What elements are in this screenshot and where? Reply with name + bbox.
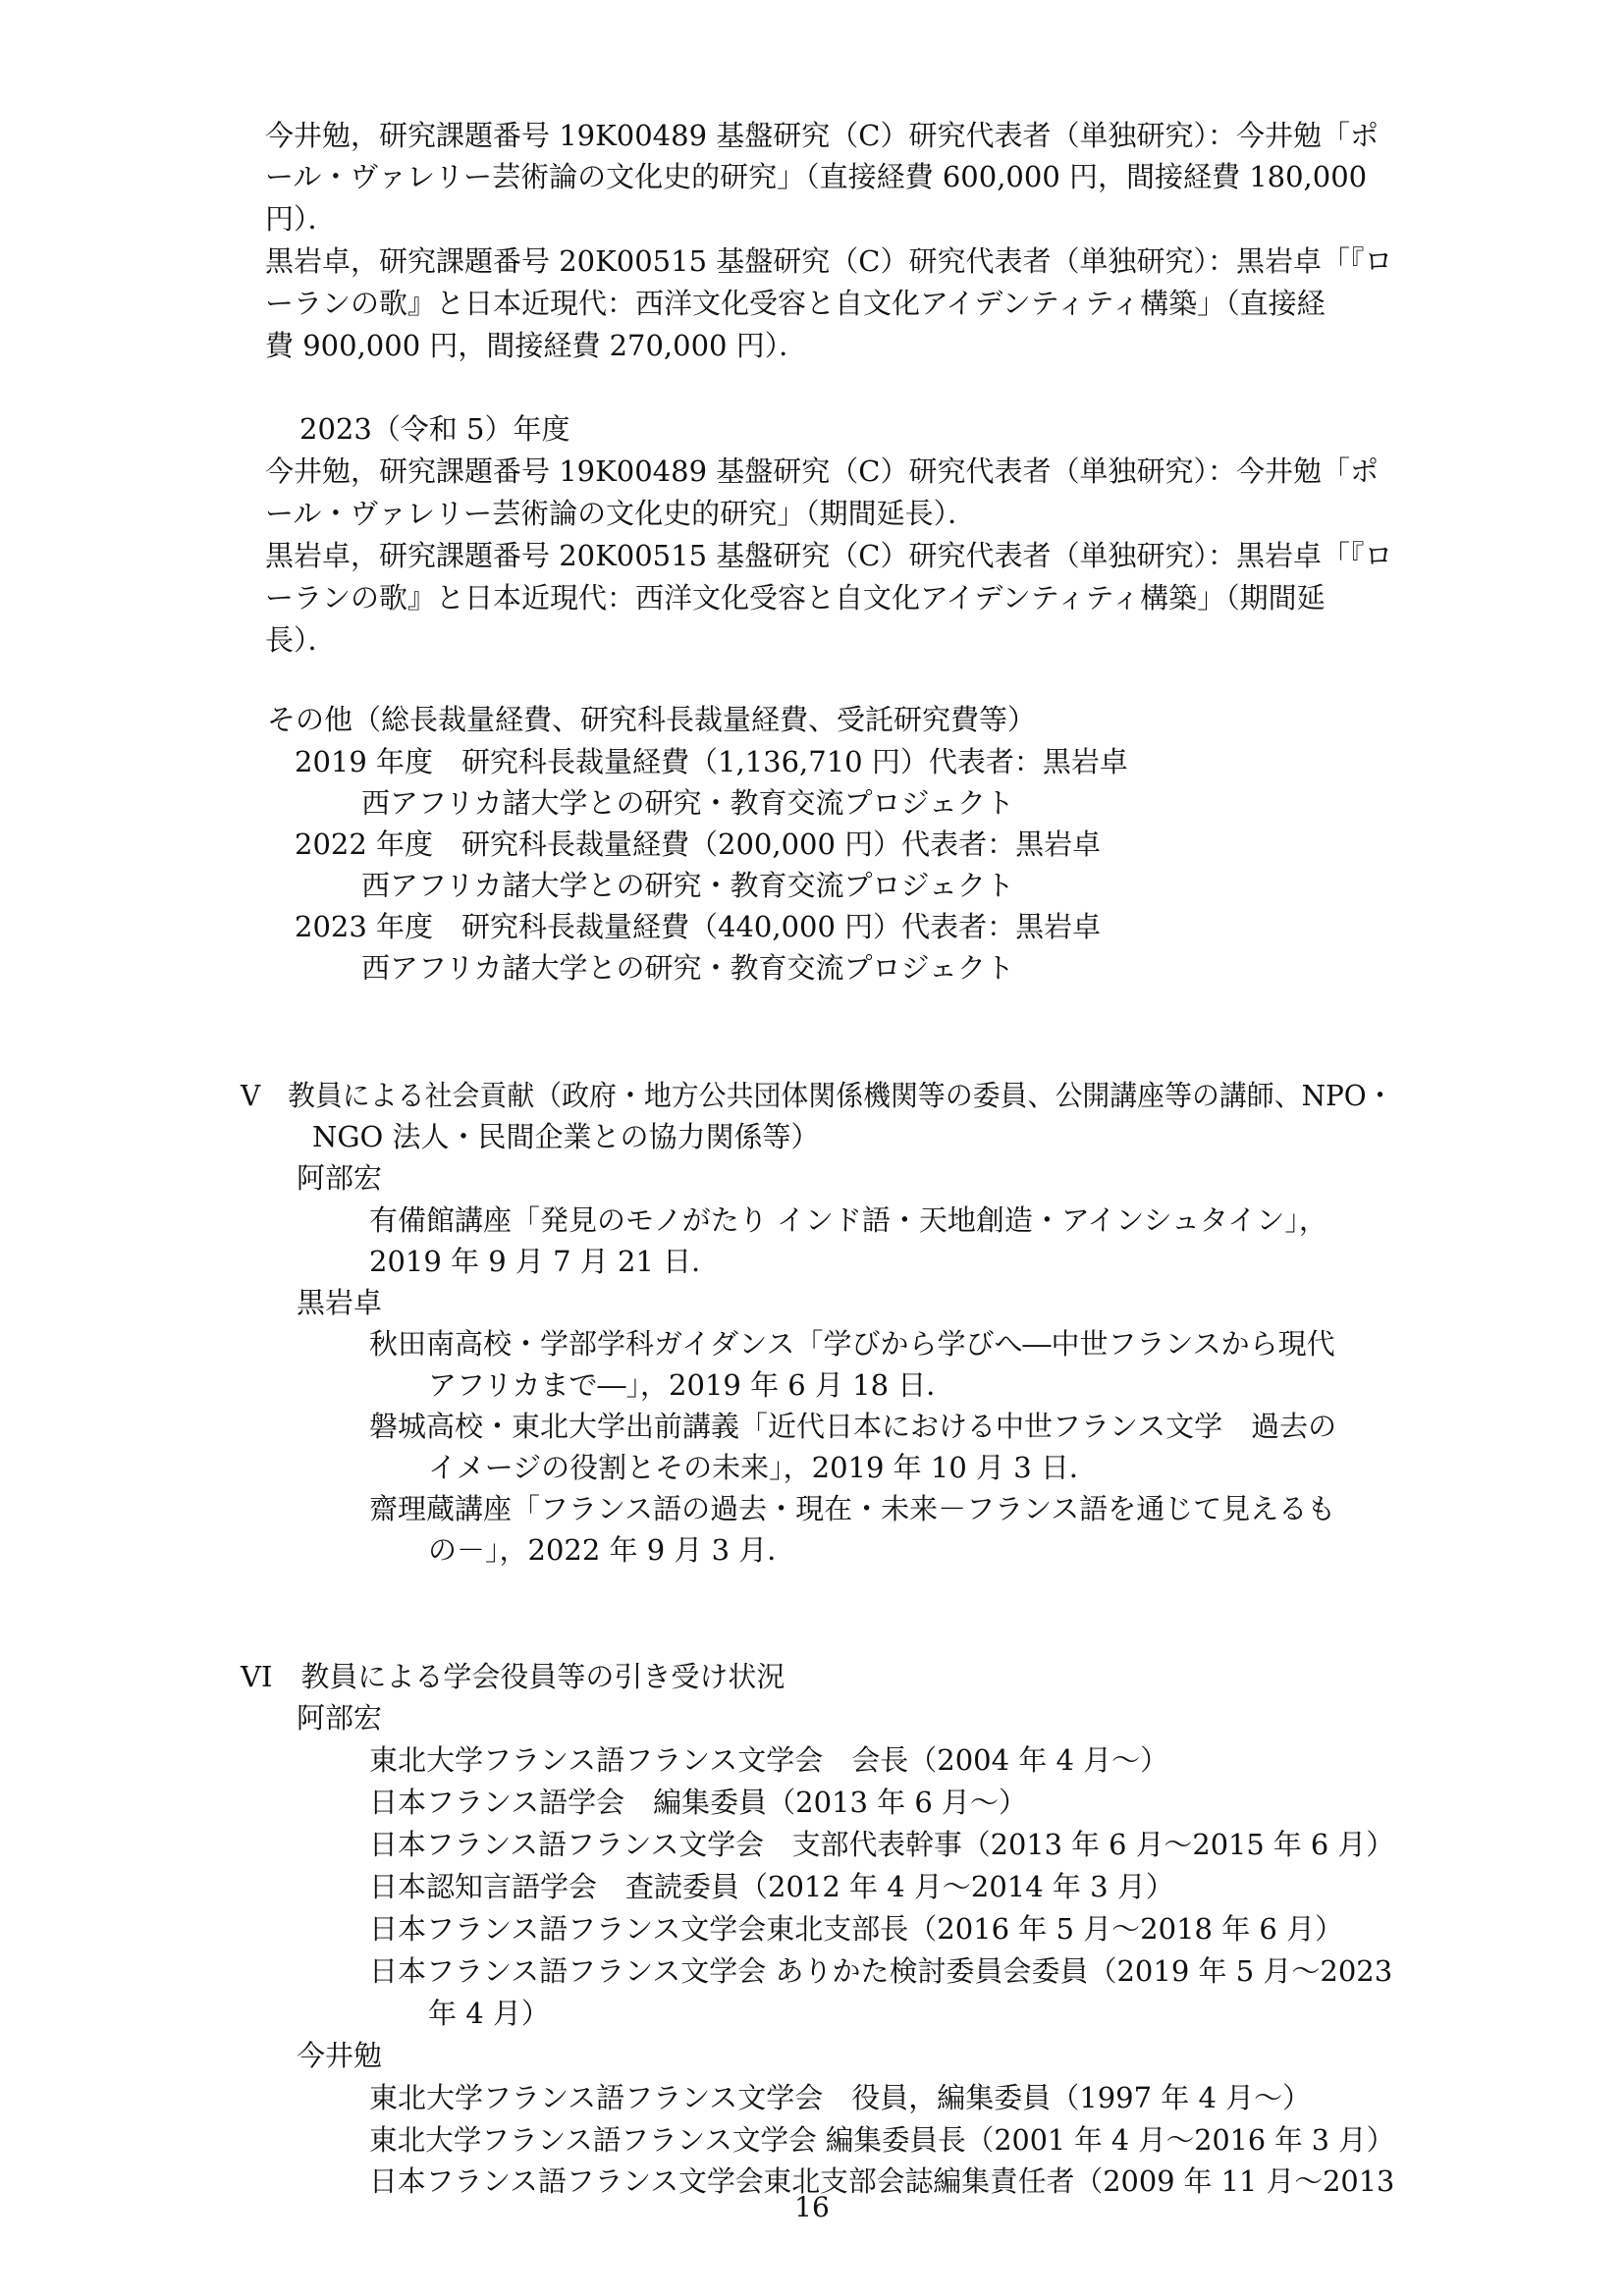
- section-heading: VI 教員による学会役員等の引き受け状況: [241, 1660, 785, 1693]
- person-name: 阿部宏: [297, 1161, 383, 1195]
- text-line: 黒岩卓，研究課題番号 20K00515 基盤研究（C）研究代表者（単独研究）：黒岩卓「『ロ: [265, 244, 1393, 278]
- text-line: 西アフリカ諸大学との研究・教育交流プロジェクト: [361, 951, 1014, 985]
- text-line: 日本フランス語フランス文学会 支部代表幹事（2013 年 6 月～2015 年 6 月）: [369, 1828, 1395, 1861]
- text-line: 黒岩卓，研究課題番号 20K00515 基盤研究（C）研究代表者（単独研究）：黒岩卓「『ロ: [265, 539, 1393, 572]
- text-line: 2022 年度 研究科長裁量経費（200,000 円）代表者：黒岩卓: [295, 828, 1102, 861]
- person-name: 阿部宏: [297, 1701, 383, 1735]
- text-line: 長）．: [265, 623, 337, 657]
- text-line: 東北大学フランス語フランス文学会 編集委員長（2001 年 4 月～2016 年 3 月）: [369, 2123, 1395, 2157]
- text-line: 今井勉，研究課題番号 19K00489 基盤研究（C）研究代表者（単独研究）：今井勉「ポ: [265, 454, 1379, 488]
- text-line: 磐城高校・東北大学出前講義「近代日本における中世フランス文学 過去の: [369, 1410, 1337, 1443]
- text-line: ーランの歌』と日本近現代：西洋文化受容と自文化アイデンティティ構築」（直接経: [265, 287, 1326, 320]
- text-line: の－」，2022 年 9 月 3 月．: [428, 1533, 796, 1567]
- text-line: 費 900,000 円，間接経費 270,000 円）．: [265, 329, 808, 362]
- text-line: 日本フランス語フランス文学会東北支部長（2016 年 5 月～2018 年 6 月）: [369, 1912, 1344, 1946]
- subsection-heading: その他（総長裁量経費、研究科長裁量経費、受託研究費等）: [267, 703, 1037, 736]
- text-line: イメージの役割とその未来」，2019 年 10 月 3 日．: [428, 1451, 1098, 1484]
- text-line: 齋理蔵講座「フランス語の過去・現在・未来－フランス語を通じて見えるも: [369, 1492, 1336, 1525]
- text-line: 日本認知言語学会 査読委員（2012 年 4 月～2014 年 3 月）: [369, 1870, 1174, 1903]
- text-line: アフリカまで―」，2019 年 6 月 18 日．: [428, 1368, 955, 1402]
- text-line: ール・ヴァレリー芸術論の文化史的研究」（直接経費 600,000 円，間接経費 180,000: [265, 160, 1368, 193]
- section-heading: V 教員による社会貢献（政府・地方公共団体関係機関等の委員、公開講座等の講師、NPO・: [241, 1079, 1394, 1112]
- person-name: 黒岩卓: [297, 1286, 383, 1319]
- section-heading-cont: NGO 法人・民間企業との協力関係等）: [312, 1120, 820, 1153]
- text-line: 2023 年度 研究科長裁量経費（440,000 円）代表者：黒岩卓: [295, 910, 1102, 943]
- text-line: 円）．: [265, 202, 337, 236]
- text-line: ーランの歌』と日本近現代：西洋文化受容と自文化アイデンティティ構築」（期間延: [265, 581, 1326, 614]
- text-line: 西アフリカ諸大学との研究・教育交流プロジェクト: [361, 869, 1014, 902]
- text-line: 年 4 月）: [428, 1997, 550, 2030]
- text-line: 2019 年度 研究科長裁量経費（1,136,710 円）代表者：黒岩卓: [295, 745, 1128, 778]
- text-line: ール・ヴァレリー芸術論の文化史的研究」（期間延長）．: [265, 497, 977, 530]
- person-name: 今井勉: [297, 2039, 383, 2072]
- text-line: 今井勉，研究課題番号 19K00489 基盤研究（C）研究代表者（単独研究）：今井勉「ポ: [265, 119, 1379, 152]
- page-number: 16: [794, 2191, 830, 2223]
- text-line: 東北大学フランス語フランス文学会 会長（2004 年 4 月～）: [369, 1743, 1169, 1777]
- year-heading: 2023（令和 5）年度: [299, 412, 570, 446]
- text-line: 秋田南高校・学部学科ガイダンス「学びから学びへ―中世フランスから現代: [369, 1327, 1335, 1361]
- text-line: 日本フランス語学会 編集委員（2013 年 6 月～）: [369, 1786, 1028, 1819]
- text-line: 有備館講座「発見のモノがたり インド語・天地創造・アインシュタイン」，: [369, 1203, 1327, 1237]
- text-line: 日本フランス語フランス文学会 ありかた検討委員会委員（2019 年 5 月～2023: [369, 1954, 1393, 1988]
- text-line: 日本フランス語フランス文学会東北支部会誌編集責任者（2009 年 11 月～2013: [369, 2164, 1395, 2198]
- text-line: 東北大学フランス語フランス文学会 役員，編集委員（1997 年 4 月～）: [369, 2081, 1312, 2114]
- text-line: 西アフリカ諸大学との研究・教育交流プロジェクト: [361, 786, 1014, 820]
- text-line: 2019 年 9 月 7 月 21 日．: [369, 1245, 721, 1278]
